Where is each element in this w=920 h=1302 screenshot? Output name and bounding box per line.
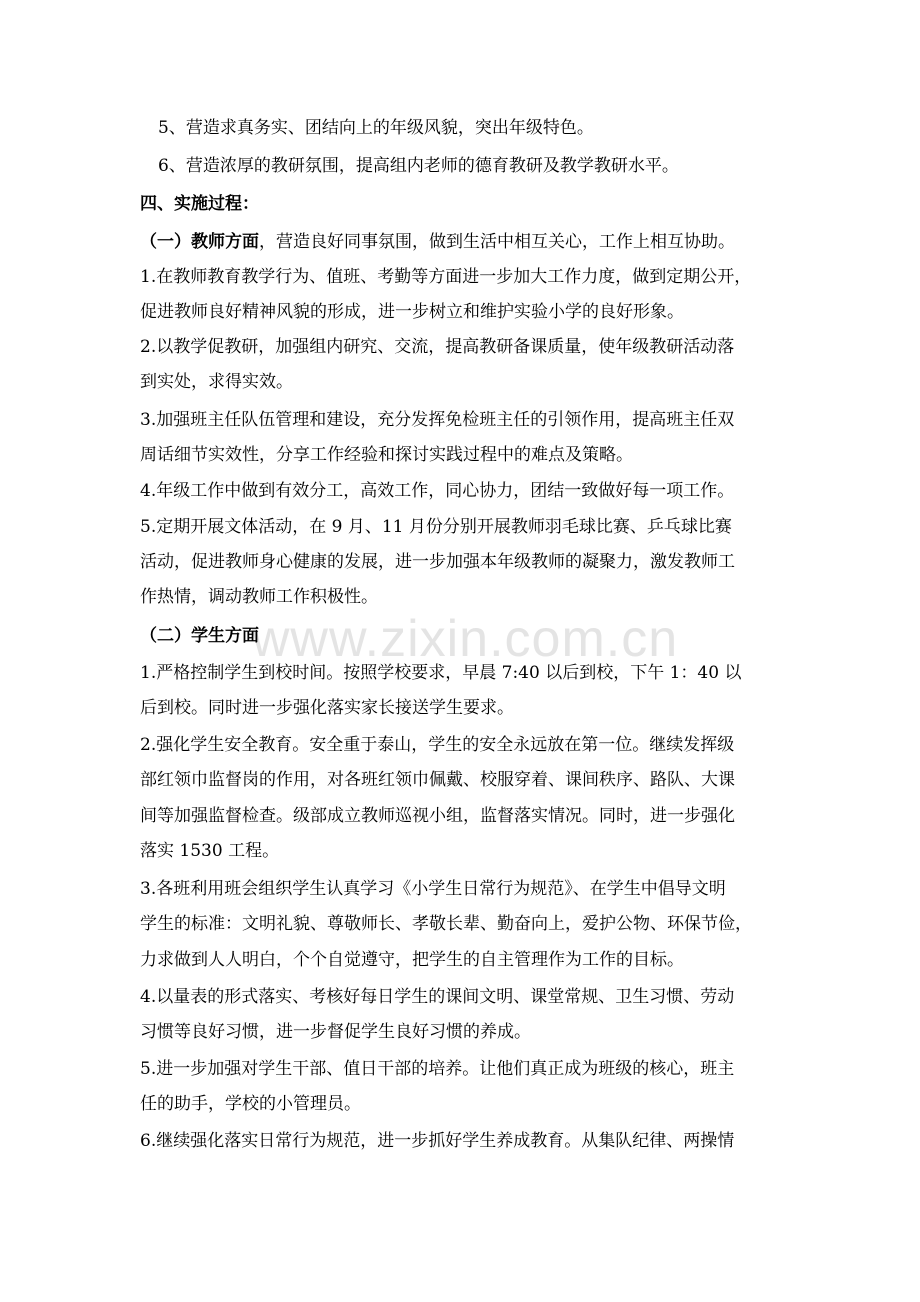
subsection-teachers-intro: ，营造良好同事氛围，做到生活中相互关心，工作上相互协助。 — [259, 232, 735, 252]
paragraph-line: 1.在教师教育教学行为、值班、考勤等方面进一步加大工作力度，做到定期公开， — [140, 267, 752, 287]
paragraph-line: 任的助手，学校的小管理员。 — [140, 1094, 361, 1114]
subsection-heading-teachers: （一）教师方面 — [140, 232, 259, 252]
section-heading-implementation: 四、实施过程： — [140, 194, 259, 214]
paragraph-line: 部红领巾监督岗的作用，对各班红领巾佩戴、校服穿着、课间秩序、路队、大课 — [140, 770, 735, 790]
paragraph-line: 4.以量表的形式落实、考核好每日学生的课间文明、课堂常规、卫生习惯、劳动 — [140, 987, 735, 1007]
paragraph-line: 周话细节实效性，分享工作经验和探讨实践过程中的难点及策略。 — [140, 445, 633, 465]
paragraph-line: 学生的标准：文明礼貌、尊敬师长、孝敬长辈、勤奋向上，爱护公物、环保节俭， — [140, 914, 752, 934]
paragraph-line: 1.严格控制学生到校时间。按照学校要求，早晨 7:40 以后到校，下午 1：40 以 — [140, 663, 742, 683]
paragraph-line: 活动，促进教师身心健康的发展，进一步加强本年级教师的凝聚力，激发教师工 — [140, 552, 735, 572]
paragraph-line: 4.年级工作中做到有效分工，高效工作，同心协力，团结一致做好每一项工作。 — [140, 481, 735, 501]
paragraph-line: 2.以教学促教研，加强组内研究、交流，提高教研备课质量，使年级教研活动落 — [140, 337, 735, 357]
subsection-heading-students: （二）学生方面 — [140, 626, 259, 646]
paragraph-line: 6.继续强化落实日常行为规范，进一步抓好学生养成教育。从集队纪律、两操情 — [140, 1131, 735, 1151]
paragraph-line: 2.强化学生安全教育。安全重于泰山，学生的安全永远放在第一位。继续发挥级 — [140, 735, 735, 755]
paragraph-line: 3.各班利用班会组织学生认真学习《小学生日常行为规范》、在学生中倡导文明 — [140, 879, 726, 899]
paragraph-line: 5.进一步加强对学生干部、值日干部的培养。让他们真正成为班级的核心，班主 — [140, 1059, 735, 1079]
paragraph-line: 间等加强监督检查。级部成立教师巡视小组，监督落实情况。同时，进一步强化 — [140, 806, 735, 826]
paragraph-line: 力求做到人人明白，个个自觉遵守，把学生的自主管理作为工作的目标。 — [140, 950, 684, 970]
paragraph-line: 3.加强班主任队伍管理和建设，充分发挥免检班主任的引领作用，提高班主任双 — [140, 410, 735, 430]
paragraph-line: 促进教师良好精神风貌的形成，进一步树立和维护实验小学的良好形象。 — [140, 302, 684, 322]
paragraph-line: 作热情，调动教师工作积极性。 — [140, 587, 378, 607]
watermark: www.zixin.com.cn — [251, 610, 679, 668]
subsection-teachers-line — [140, 232, 800, 254]
goal-item-5: 5、营造求真务实、团结向上的年级风貌，突出年级特色。 — [158, 118, 594, 138]
paragraph-line: 落实 1530 工程。 — [140, 841, 280, 861]
paragraph-line: 到实处，求得实效。 — [140, 372, 293, 392]
paragraph-line: 习惯等良好习惯，进一步督促学生良好习惯的养成。 — [140, 1022, 531, 1042]
paragraph-line: 5.定期开展文体活动，在 9 月、11 月份分别开展教师羽毛球比赛、乒乓球比赛 — [140, 517, 732, 537]
goal-item-6: 6、营造浓厚的教研氛围，提高组内老师的德育教研及教学教研水平。 — [158, 156, 679, 176]
paragraph-line: 后到校。同时进一步强化落实家长接送学生要求。 — [140, 698, 514, 718]
